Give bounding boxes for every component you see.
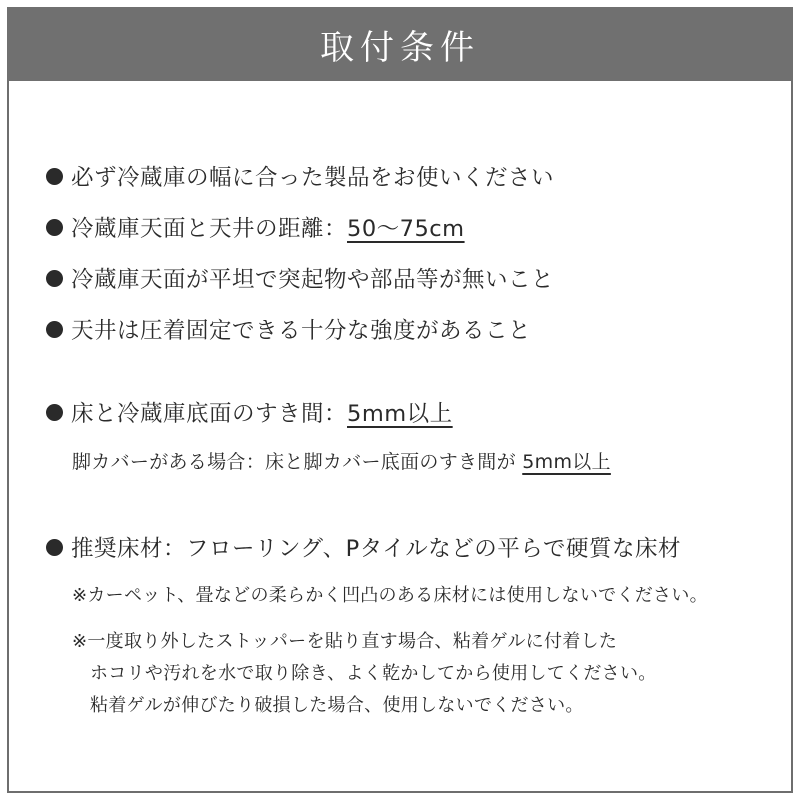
condition-text: 冷蔵庫天面と天井の距離： <box>71 216 348 242</box>
bullet-icon <box>46 404 63 421</box>
condition-item-ceiling-distance <box>46 211 465 243</box>
bullet-icon <box>46 219 63 236</box>
reapply-note-line2: ホコリや汚れを水で取り除き、よく乾かしてから使用してください。 <box>90 663 657 684</box>
condition-item-flat-top <box>46 262 554 294</box>
condition-text: 床と冷蔵庫底面のすき間： <box>71 401 348 427</box>
condition-text: 必ず冷蔵庫の幅に合った製品をお使いください <box>71 165 555 191</box>
reapply-note-line1: ※一度取り外したストッパーを貼り直す場合、粘着ゲルに付着した <box>72 631 618 652</box>
condition-item-flooring <box>46 531 681 563</box>
note-value: 5mm以上 <box>522 451 611 473</box>
reapply-note-line3: 粘着ゲルが伸びたり破損した場合、使用しないでください。 <box>90 695 584 716</box>
condition-text: 推奨床材：フローリング、Pタイルなどの平らで硬質な床材 <box>71 536 682 562</box>
page-title: 取付条件 <box>320 27 480 68</box>
condition-text: 冷蔵庫天面が平坦で突起物や部品等が無いこと <box>71 267 555 293</box>
note-text: 脚カバーがある場合：床と脚カバー底面のすき間が <box>72 451 516 473</box>
bullet-icon <box>46 270 63 287</box>
flooring-note: ※カーペット、畳などの柔らかく凹凸のある床材には使用しないでください。 <box>72 585 708 606</box>
condition-item-floor-gap <box>46 396 453 428</box>
condition-value: 50〜75cm <box>347 216 465 242</box>
bullet-icon <box>46 539 63 556</box>
condition-item-ceiling-strength <box>46 313 531 345</box>
title-banner <box>7 7 793 81</box>
condition-text: 天井は圧着固定できる十分な強度があること <box>71 318 532 344</box>
condition-value: 5mm以上 <box>347 401 453 427</box>
condition-item-width <box>46 160 554 192</box>
bullet-icon <box>46 168 63 185</box>
bullet-icon <box>46 321 63 338</box>
floor-gap-note <box>72 447 611 474</box>
